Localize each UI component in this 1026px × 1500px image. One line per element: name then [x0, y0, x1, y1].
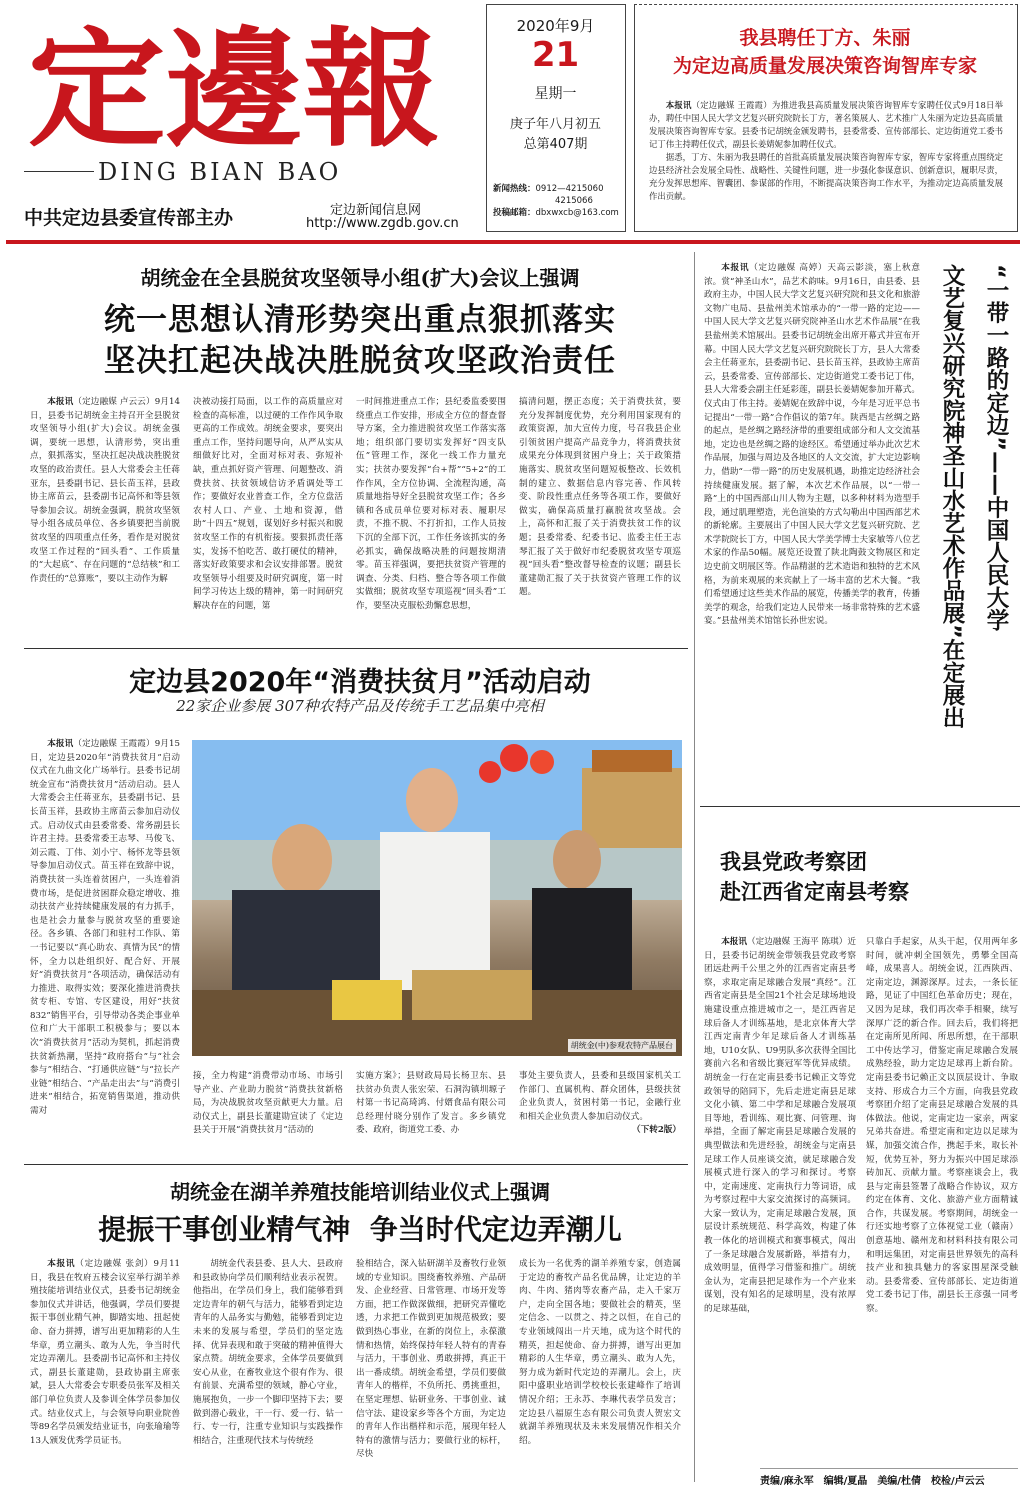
- date-day: 21: [531, 35, 580, 75]
- story1-lead: 本报讯: [47, 397, 74, 407]
- story5-col4-text: 成长为一名优秀的湖羊养殖专家，创造属于定边的畜牧产品名优品牌，让定边的羊肉、牛肉、猪肉等农畜产品，走入千家万户，走向全国各地；要做社会的精英，坚定信念、一以贯之、持之以恒，在自己的专业领域闯出一片天地，成为这个时代的精英，担起使命、奋力拼搏，谱写出更加精彩的人生华章，勇立潮头、敢为人先，努力成为新时代定边的弄潮儿。会上，庆阳中盛职业培训学校校长张建峰作了培训情况介绍；王永苏、李琳代表学员发言；定边县八福原生态有限公司负责人贺宏文就湖羊养殖现状及未来发展情况作相关介绍。: [519, 1259, 681, 1446]
- story4-title-1: 我县党政考察团: [720, 850, 867, 874]
- date-lunar: 庚子年八月初五: [509, 117, 601, 132]
- story1-col3-text: 一时间推进重点工作；县纪委监委要围绕重点工作安排，形成全方位的督查督导方案，全力推进脱贫攻坚工作落实落地；组织部门要切实发挥好“四支队伍”管理工作，深化一线工作力量充实；扶贫办要发挥“台+帮”“5+2”的工作作风，全方位协调、全流程沟通，高质量地指导好全县脱贫攻坚工作；各乡镇和各成员单位要对标对表、履职尽责，不推不脱、不打折扣，工作人员按下沉的全部下沉，工作任务该抓实的务必抓实，确保战略决胜的问题按期清零。苗玉祥强调，要把扶贫资产管理的调查、分类、归档、整合等各项工作做实做细；脱贫攻坚专项巡视“回头看”工作，要坚决克服松劲懈怠思想，: [356, 397, 506, 611]
- story3-bottom-rule: [700, 806, 1020, 807]
- masthead-title: 定邊報: [28, 15, 440, 156]
- story1-col1-text: 9月14日，县委书记胡统金主持召开全县脱贫攻坚领导小组(扩大)会议。胡统金强调，要统一思想，认清形势，突出重点，狠抓落实，坚决扛起决战决胜脱贫攻坚的政治责任。县人大常委会主任蒋亚东，县委副书记、县长苗玉祥，县政协主席苗云，县委副书记高怀和等县领导参加会议。胡统金强调，脱贫攻坚领导小组各成员单位、各乡镇要把当前脱贫攻坚的四项重点任务，看作是对脱贫攻坚工作过程的“回头看”、工作质量的“大起底”、存在问题的“总结核”和工作责任的“总算账”，要以主动作为解: [30, 397, 180, 584]
- story5-col-4: [519, 1258, 681, 1478]
- masthead-pinyin: DING BIAN BAO: [98, 158, 342, 186]
- site-url[interactable]: http://www.zgdb.gov.cn: [306, 216, 459, 231]
- story3-body: [704, 262, 920, 802]
- site-name: 定边新闻信息网: [330, 203, 422, 218]
- hotline-label: 新闻热线：: [493, 184, 536, 194]
- story1-col-1: [30, 396, 180, 638]
- story2-subtitle: 22家企业参展 307种农特产品及传统手工艺品集中亮相: [176, 697, 544, 715]
- story3-vertical-title: [930, 264, 1018, 800]
- top-story-body: [649, 99, 1003, 229]
- story2-b1-text: 接，全力构建“消费带动市场、市场引导产业、产业助力脱贫”消费扶贫新格局，为决战脱贫攻坚贡献更大力量。启动仪式上，副县长董建勋宣读了《定边县关于开展“消费扶贫月”活动的: [193, 1071, 343, 1136]
- story1-col-2: [193, 396, 343, 638]
- story2-continued: （下转2版）: [632, 1125, 681, 1136]
- hotline: [493, 183, 619, 219]
- story2-b2-text: 实施方案》；县财政局局长杨卫东、县扶贫办负责人张宏荣、石洞沟镇圳塬子村第一书记高琦鸿、付婿食品有限公司总经理付晓分别作了发言。多乡镇党委、政府，街道党工委、办: [356, 1071, 506, 1136]
- story2-col-b3: [519, 1070, 681, 1160]
- story1-kicker: 胡统金在全县脱贫攻坚领导小组(扩大)会议上强调: [140, 266, 580, 290]
- editor-credits: [760, 1468, 1018, 1490]
- story5-lead: 本报讯: [47, 1259, 76, 1269]
- story2-photo: [192, 740, 682, 1056]
- credit-editor: 责编/麻永军: [760, 1476, 814, 1487]
- top-story-p1: 为推进我县高质量发展决策咨询智库专家聘任仪式9月18日举办，聘任中国人民大学文艺复兴研究院院长丁方，著名策展人、艺术推广人朱丽为定边县高质量发展决策咨询智库专家。县委书记胡统金颁发聘书，县委常委、宣传部部长、定边街道党工委书记丁伟主持聘任仪式，副县长姜婧妮参加聘任仪式。: [649, 100, 1003, 149]
- story5-title: 提振干事创业精气神 争当时代定边弄潮儿: [98, 1213, 622, 1246]
- date-weekday: 星期一: [534, 86, 577, 102]
- top-story-lead: 本报讯: [665, 100, 692, 110]
- date-year-month: 2020年9月: [516, 17, 595, 35]
- photo-scene-illustration: [192, 740, 682, 1056]
- story3-title-2: 文艺复兴研究院神圣山水艺术作品展”在定展出: [939, 264, 965, 729]
- story2-title: 定边县2020年“消费扶贫月”活动启动: [129, 667, 591, 698]
- story1-col-3: [356, 396, 506, 638]
- story1-title-2: 坚决扛起决战决胜脱贫攻坚政治责任: [104, 343, 616, 379]
- top-story: [634, 4, 1018, 232]
- story3-lead: 本报讯: [721, 263, 750, 273]
- issue-number: 总第407期: [523, 137, 588, 152]
- story5-col-2: [193, 1258, 343, 1478]
- hotline-number-2: 4215066: [555, 196, 593, 206]
- email-address[interactable]: dbxwxcb@163.com: [535, 208, 619, 218]
- header-rule: [6, 240, 1020, 244]
- credit-proof: 校检/卢云云: [930, 1476, 985, 1487]
- story4-col-1: [704, 936, 856, 1456]
- story3-source: （定边融媒 高婷）: [749, 263, 828, 273]
- story2-lead: 本报讯: [47, 739, 74, 749]
- story2-col-b1: [193, 1070, 343, 1160]
- story3-body-text: 天高云影淡，塞上秋意浓。赏“神圣山水”，品艺术韵味。9月16日，由县委、县政府主办，中国人民大学文艺复兴研究院和县文化和旅游文物广电局、县盐州美术馆承办的“一带一路的定边——中国人民大学文艺复兴研究院神圣山水艺术作品展”在我县盐州美术馆展出。县委书记胡统金出席开幕式并宣布开幕。中国人民大学文艺复兴研究院院长丁方，县人大常委会主任蒋亚东，县委副书记、县长苗玉祥，县政协主席苗云，县委常委、宣传部部长、定边街道党工委书记丁伟，县人大常委会副主任延彩莲，副县长姜婧妮参加开幕式。仪式由丁伟主持。姜婧妮在致辞中说，今年是习近平总书记提出“一带一路”合作倡议的第7年。陕西是古丝绸之路的起点，是丝绸之路经济带的重要组成部分和人文交流基地，定边也是丝绸之路的途经区。希望通过举办此次艺术作品展，加强与周边及各地区的人文交流，扩大定边影响力，借助“一带一路”的历史发展机遇，助推定边经济社会持续健康发展。据了解，本次艺术作品展，以“一带一路”上的中国西部山川人物为主题，以多种材料为造型手段，通过肌理塑造，光色渲染的方式勾勒出中国西部艺术的新轮廓。主要展出了中国人民大学文艺复兴研究院、艺术学院院长丁方，中国人民大学美学博士夫家敏等八位艺术家的作品50幅。展览还设置了陕北陶鼓文物展区和定边史前文明展区等。作品精湛的艺术造诣和独特的艺术风格，为前来观展的来宾献上了一场丰富的艺术大餐。“我们希望通过这些美术作品的展览，传播美学的教育，传播美学的观念，给我们定边人民带来一场非常特殊的艺术盛宴。”县盐州美术馆馆长孙世宏说。: [704, 263, 920, 627]
- story2-bottom-rule: [24, 1164, 688, 1165]
- story2-b3-text: 事处主要负责人，县委和县级国家机关工作部门、直属机构、群众团体，县级扶贫企业负责人，贫困村第一书记，金融行业和相关企业负责人参加启动仪式。: [519, 1071, 681, 1122]
- story5-col3-text: 验相结合，深入钻研湖羊及畜牧行业领域的专业知识。围绕畜牧养殖、产品研发、企业经营、日常管理、市场开发等方面，把工作做深做细，把研究弄懂吃透，力求把工作做到更加规范极致；要做到热心事业，在新的岗位上，永葆激情和热情，始终保持年轻人特有的青春与活力，干事创业、勇敢拼搏，真正干出一番成绩。胡统金希望，学员们要做青年人的楷样，不负所托、勇挑重担，在坚定理想、钻研业务、干事创业、诚信守法、建设家乡等各个方面，为定边的青年人作出楷样和示范，展现年轻人特有的激情与活力；要做行业的标杆，尽快: [356, 1259, 506, 1460]
- top-story-title-2: 为定边高质量发展决策咨询智库专家: [672, 55, 977, 77]
- top-story-source: （定边融媒 王霞霞）: [691, 100, 772, 110]
- story5-col-1: [30, 1258, 180, 1478]
- story2-left-text: 9月15日，定边县2020年“消费扶贫月”启动仪式在九曲文化广场举行。县委书记胡统金宣布“消费扶贫月”活动启动。县人大常委会主任蒋亚东，县委副书记、县长苗玉祥，县政协主席苗云参加启动仪式。启动仪式由县委常委、常务副县长许君主持。县委常委王志琴、马俊飞、刘云霞、丁伟、刘小宁、杨怀龙等县领导参加启动仪式。苗玉祥在致辞中说，消费扶贫一头连着贫困户，一头连着消费市场，是促进贫困群众稳定增收、推动扶贫产业持续健康发展的有力抓手，也是社会力量参与脱贫攻坚的重要途径。各乡镇、各部门和驻村工作队、第一书记要以“真心助农、真情为民”的情怀，全力以赴组织好、配合好、开展好“消费扶贫月”各项活动，确保活动有力推进、取得实效；要深化推进消费扶贫专柜、专馆、专区建设，用好“扶贫832”销售平台，引导带动各类企事业单位和广大干部职工积极参与；要以本次“消费扶贫月”活动为契机，抓起消费扶贫新热潮，坚持“政府搭台”与“社会参与”相结合、“打通供应链”与“拉长产业链”相结合、“产品走出去”与“消费引进来”相结合，拓宽销售渠道，推动供需对: [30, 739, 180, 1117]
- story2-source: （定边融媒 王霞霞）: [73, 739, 155, 749]
- story2-col-left: [30, 738, 180, 1158]
- photo-caption: 胡统金(中)参观农特产品展台: [568, 1039, 676, 1052]
- story5-col-3: [356, 1258, 506, 1478]
- story4-lead: 本报讯: [721, 937, 748, 947]
- story1-source: （定边融媒 卢云云）: [73, 397, 155, 407]
- column-divider: [694, 252, 695, 1482]
- story5-source: （定边融媒 张剑）: [75, 1259, 154, 1269]
- story3-title-1: “一带一路的定边”——中国人民大学: [983, 264, 1009, 632]
- story4-col-2: [866, 936, 1018, 1456]
- masthead-sponsor: 中共定边县委宣传部主办: [24, 207, 234, 229]
- pinyin-rule-left: [24, 171, 94, 172]
- story1-bottom-rule: [24, 648, 688, 649]
- top-story-p2: 据悉，丁方、朱丽为我县聘任的首批高质量发展决策咨询智库专家，智库专家将重点围绕定边县经济社会发展全局性、战略性、关键性问题，进一步强化参谋意识、创新意识，履职尽责，充分发挥思想库、智囊团、参谋部的作用，不断提高决策咨询工作水平，为推动定边高质量发展作出贡献。: [649, 152, 1003, 201]
- dateline-box: [486, 4, 626, 232]
- story4-source: （定边融媒 王海平 陈琪）: [747, 937, 848, 947]
- email-label: 投稿邮箱：: [493, 208, 536, 218]
- masthead-calligraphy: [20, 6, 450, 156]
- story4-col2-text: 只靠白手起家，从头干起，仅用两年多时间，就冲刺全国领先，勇攀全国高峰，成果喜人。胡统金说，江西陕西、定南定边，渊源深厚。过去，一条长征路，见证了中国红色革命历史；现在，又因为足球，我们再次牵手相聚，续写深厚广泛的新合作。回去后，我们将把在定南所见所闻、所思所想，在干部职工中传达学习，借鉴定南足球融合发展成熟经验，助力定边足球再上新台阶。定南县委书记赖正文以顶层设计、争取支持、形成合力三个方面，向我县党政考察团介绍了定南县足球融合发展的具体做法。他说，定南定边一家亲，两家兄弟共奋进。希望定南和定边以足球为媒，加强交流合作，携起手来，取长补短，优势互补，努力为振兴中国足球添砖加瓦、贡献力量。考察座谈会上，我县与定南县签署了战略合作协议，双方约定在体育、文化、旅游产业方面精诚合作，共谋发展。考察期间，胡统金一行还实地考察了立体视觉工业（赣南）创意基地、赣州龙和材料科技有限公司和明远集团，对定南县世界领先的高科技产业和独具魅力的客家围屋深受触动。县委常委、宣传部部长、定边街道党工委书记丁伟，副县长王彦强一同考察。: [866, 937, 1018, 1315]
- top-story-title-1: 我县聘任丁方、朱丽: [739, 27, 911, 49]
- story4-col1-text: 近日，县委书记胡统金带领我县党政考察团远赴两千公里之外的江西省定南县考察，求取定南足球融合发展“真经”。江西省定南县是全国21个社会足球场地设施建设重点推进城市之一，是江西省足球后备人才训练基地，是北京体育大学江西定南青少年足球后备人才训练基地，U10女队、U9男队多次获得全国比赛前六名和省级比赛冠军等优异成绩。胡统金一行在定南县委书记赖正文等党政领导的陪同下，先后走进定南县足球文化小镇、第二中学和足球融合发展项目等地，看训练、观比赛、问管理、询举措，全面了解定南县足球融合发展的典型做法和先进经验，胡统金与定南县足球工作人员座谈交流，就足球融合发展模式进行深入的学习和探讨。考察中，定南速度、定南执行力等词语，成为考察过程中大家交流探讨的高频词。大家一致认为，定南足球融合发展，顶层设计系统规范、科学高效，构建了体教一体化的培训模式和赛事模式，闯出了一条足球融合发展新路，举措有力，成效明显，值得学习借鉴和推广。胡统金认为，定南县把足球作为一个产业来谋划，没有知名的足球明星，没有浓厚的足球基础，: [704, 937, 856, 1315]
- story1-title-1: 统一思想认清形势突出重点狠抓落实: [104, 302, 616, 338]
- masthead-logo: [20, 6, 450, 156]
- story1-col4-text: 搞清问题，摆正态度；关于消费扶贫，要充分发挥制度优势，充分利用国家现有的政策资源，加大宣传力度，号召我县企业引领贫困户提高产品竞争力，将消费扶贫成果充分体现到贫困户身上；关于政策措施落实、脱贫攻坚问题短板整改、长效机制的建立、数据信息内容完善、作风转变、阶段性重点任务等各项工作，要做好做实，确保高质量打赢脱贫攻坚战。会上，高怀和汇报了关于消费扶贫工作的议题；县委常委、纪委书记、监委主任王志琴汇报了关于做好市纪委脱贫攻坚专项巡视“回头看”整改督导检查的议题；副县长董建勋汇报了关于扶贫资产管理工作的议题。: [519, 397, 681, 598]
- story1-col2-text: 决被动接打局面，以工作的高质量应对检查的高标准，以过硬的工作作风争取更高的工作成效。胡统金要求，要突出重点工作，坚持问题导向，从严从实从细做好比对，全面对标对表、弥短补缺，重点抓好资产管理、问题整改、消费扶贫、扶贫领域信访矛盾调处等工作；要做好农业普查工作，全方位盘活农村人口、产业、土地和资源，借助“十四五”规划，谋划好乡村振兴和脱贫攻坚工作的有机衔接。要狠抓责任落实，发扬不怕吃苦、敢打硬仗的精神，落实好政策要求和会议安排部署。脱贫攻坚领导小组要及时研究调度，第一时间学习传达上级的精神，第一时间研究解决存在的问题，第: [193, 397, 343, 611]
- story5-kicker: 胡统金在湖羊养殖技能培训结业仪式上强调: [170, 1180, 550, 1204]
- hotline-number-1: 0912—4215060: [535, 184, 604, 194]
- story4-title-2: 赴江西省定南县考察: [720, 880, 909, 904]
- story2-col-b2: [356, 1070, 506, 1160]
- story5-col2-text: 胡统金代表县委、县人大、县政府和县政协向学员们顺利结业表示祝贺。他指出，在学员们身上，我们能够看到定边青年的朝气与活力，能够看到定边青年的人品务实与勤勉，能够看到定边未来的发展与希望，学员们的坚定选择、优异表现和敢于突破的精神值得大家点赞。胡统金要求，全体学员要做到安心从业，在畜牧业这个很有作为、很有前景、充满希望的领域，静心守业，施展抱负，一步一个脚印坚持下去；要做到潜心载业，干一行、爱一行、钻一行、专一行，注重专业知识与实践操作相结合，注重现代技术与传统经: [193, 1259, 343, 1446]
- story1-col-4: [519, 396, 681, 638]
- credit-chief: 编辑/夏晶: [823, 1476, 868, 1487]
- story5-col1-text: 9月11日，我县在牧府五楼会议室举行湖羊养殖技能培训结业仪式，县委书记胡统金参加仪式并讲话，他强调，学员们要提振干事创业精气神，脚踏实地、扭起使命、奋力拼搏，谱写出更加精彩的人生华章，勇立潮头、敢为人先，争当时代定边弄潮儿。县委副书记高怀和主持仪式，副县长董建勋，县政协副主席张斌，县人大常委会专职委员张军及相关部门单位负责人及参训全体学员参加仪式。结业仪式上，与会领导向职业院兽等89名学员颁发结业证书，向张瑜瑜等13人颁发优秀学员证书。: [30, 1259, 180, 1446]
- credit-art: 美编/杜倩: [877, 1476, 921, 1487]
